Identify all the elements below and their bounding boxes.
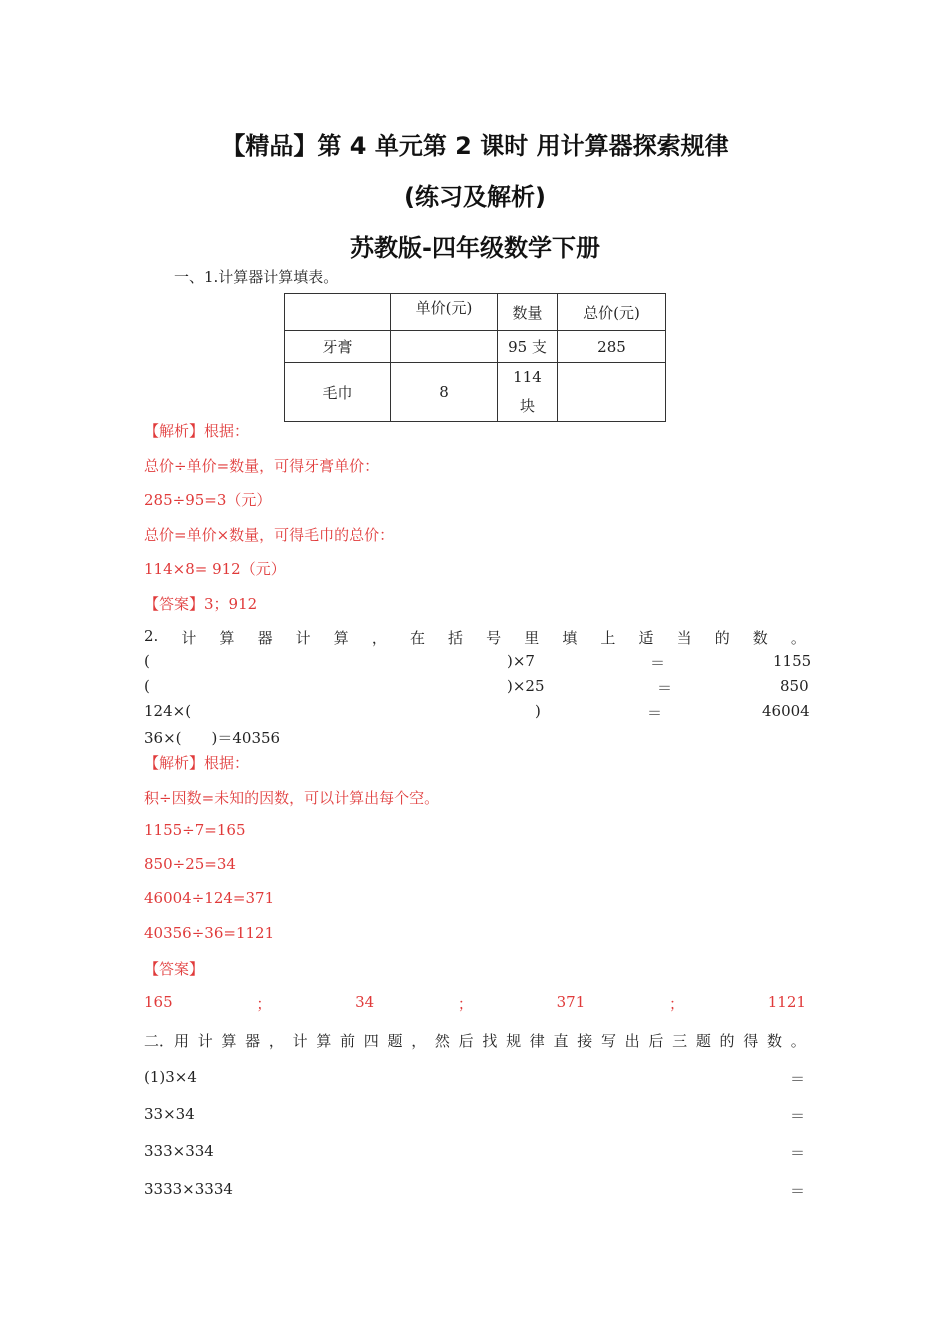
q2-prompt-char: 适 [638,629,654,647]
q2-prompt-char: 括 [448,629,464,647]
q2-prompt-char: 计 [181,629,197,647]
answer-separator: ； [256,995,272,1013]
q3-prompt-char: ， [411,1032,427,1050]
eq-part: )×7 [507,652,535,670]
q2-analysis-line: 积÷因数=未知的因数，可以计算出每个空。 [144,789,440,807]
table-cell: 牙膏 [285,331,391,363]
q1-answer: 【答案】3；912 [144,595,258,613]
q1-analysis-line: 114×8= 912（元） [144,560,286,578]
table-header-cell: 总价(元) [558,294,666,331]
q3-prompt [144,1030,806,1051]
q3-prompt-char: 前 [340,1032,356,1050]
q3-prompt-char: 出 [624,1032,640,1050]
answer-value: 165 [144,993,173,1011]
q3-equals: ＝ [790,1144,806,1162]
table-cell [391,331,498,363]
q3-prompt-char: 写 [600,1032,616,1050]
q3-equals: ＝ [790,1182,806,1200]
eq-part: ( [144,677,150,695]
table-row [285,363,666,422]
q1-analysis-line: 总价=单价×数量，可得毛巾的总价： [144,526,395,544]
q1-prompt: 一、1.计算器计算填表。 [174,268,339,286]
eq-part: ) [535,702,541,720]
q3-expression: 333×334 [144,1142,214,1160]
q3-equals: ＝ [790,1070,806,1088]
q2-prompt-char: 数 [752,629,768,647]
q3-prompt-char: 四 [363,1032,379,1050]
q3-prompt-char: 题 [387,1032,403,1050]
q2-prompt-char: 器 [257,629,273,647]
price-table [284,293,666,422]
answer-separator: ； [669,995,685,1013]
q3-prompt-char: 算 [316,1032,332,1050]
q2-prompt-char: 在 [409,629,425,647]
q3-prompt-char: 器 [245,1032,261,1050]
table-row [285,331,666,363]
q3-expression: (1)3×4 [144,1068,197,1086]
q3-prompt-char: ， [268,1032,284,1050]
q3-expression: 33×34 [144,1105,195,1123]
q3-prompt-char: 然 [434,1032,450,1050]
answer-value: 1121 [767,993,806,1011]
answer-separator: ； [457,995,473,1013]
q3-prompt-char: 二．用 [144,1032,190,1050]
q2-prompt-char: 2. [144,627,159,645]
q3-prompt-char: 接 [577,1032,593,1050]
q2-prompt-char: ， [371,629,387,647]
q2-analysis-line: 46004÷124=371 [144,889,275,907]
table-cell [558,363,666,422]
table-header-cell: 单价(元) [391,294,498,331]
q3-prompt-char: 后 [648,1032,664,1050]
answer-value: 371 [556,993,586,1011]
q3-prompt-char: 。 [790,1032,806,1050]
q2-prompt-char: 里 [524,629,540,647]
q2-prompt-char: 算 [333,629,349,647]
q3-prompt-char: 的 [719,1032,735,1050]
table-cell: 285 [558,331,666,363]
q2-answer-label: 【答案】 [144,960,205,978]
q2-analysis-line: 1155÷7=165 [144,821,246,839]
q3-expression: 3333×3334 [144,1180,233,1198]
q3-prompt-char: 后 [458,1032,474,1050]
table-cell: 8 [391,363,498,422]
q3-prompt-char: 三 [672,1032,688,1050]
q3-prompt-char: 直 [553,1032,569,1050]
q3-equals: ＝ [790,1107,806,1125]
eq-part: 850 [780,677,809,695]
eq-part: )×25 [507,677,545,695]
q3-prompt-char: 律 [529,1032,545,1050]
q2-prompt-char: 计 [295,629,311,647]
q3-prompt-char: 找 [482,1032,498,1050]
q2-prompt-char: 号 [486,629,502,647]
table-header-cell [285,294,391,331]
q2-analysis-line: 40356÷36=1121 [144,924,275,942]
q2-prompt-char: 上 [600,629,616,647]
q2-equation-4: 36×( )＝40356 [144,729,281,747]
q3-prompt-char: 数 [766,1032,782,1050]
q2-prompt-char: 算 [219,629,235,647]
eq-part: 1155 [773,652,812,670]
q2-prompt-char: 。 [790,629,806,647]
table-cell: 毛巾 [285,363,391,422]
eq-part: ＝ [647,704,663,722]
eq-part: ＝ [650,654,666,672]
doc-title-line1: 【精品】第 4 单元第 2 课时 用计算器探索规律 [221,132,729,160]
table-cell: 114 块 [498,363,558,422]
q2-analysis-line: 850÷25=34 [144,855,236,873]
eq-part: ( [144,652,150,670]
q3-prompt-char: 计 [197,1032,213,1050]
q2-prompt-char: 当 [676,629,692,647]
doc-title-line3: 苏教版-四年级数学下册 [350,234,600,262]
q3-prompt-char: 算 [221,1032,237,1050]
eq-part: ＝ [657,679,673,697]
q1-analysis-line: 【解析】根据： [144,422,250,440]
q2-prompt-char: 的 [714,629,730,647]
eq-part: 124×( [144,702,192,720]
q3-prompt-char: 得 [743,1032,759,1050]
doc-title-line2: (练习及解析) [404,183,546,211]
q2-analysis-line: 【解析】根据： [144,754,250,772]
table-header-cell: 数量 [498,294,558,331]
q2-prompt-char: 填 [562,629,578,647]
q3-prompt-char: 题 [695,1032,711,1050]
answer-value: 34 [355,993,375,1011]
q2-prompt [144,627,806,648]
q3-prompt-char: 规 [506,1032,522,1050]
q3-prompt-char: 计 [292,1032,308,1050]
q1-analysis-line: 285÷95=3（元） [144,491,272,509]
eq-part: 46004 [762,702,810,720]
q1-analysis-line: 总价÷单价=数量，可得牙膏单价： [144,457,380,475]
table-cell: 95 支 [498,331,558,363]
table-header-row [285,294,666,331]
q2-answer-values [144,993,806,1014]
